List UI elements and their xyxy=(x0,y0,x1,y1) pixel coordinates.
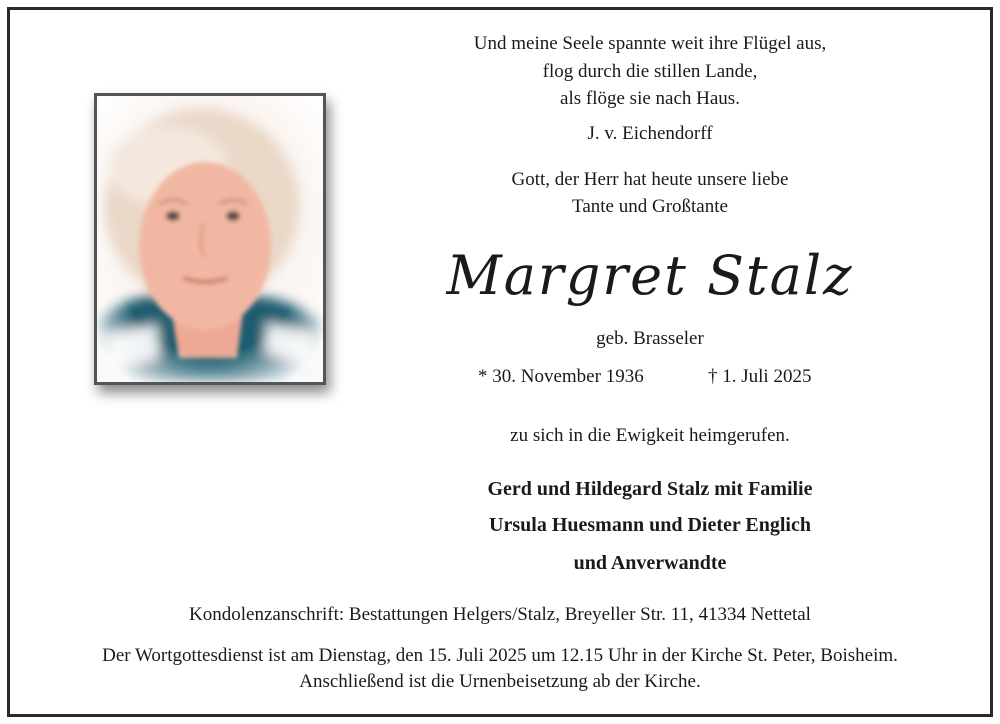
poem-line-3: als flöge sie nach Haus. xyxy=(560,88,740,109)
poem-line-2: flog durch die stillen Lande, xyxy=(542,61,758,82)
condolence-address: Kondolenzanschrift: Bestattungen Helgers/Stalz, Breyeller Str. 11, 41334 Nettetal xyxy=(189,604,811,625)
portrait-photo xyxy=(94,93,326,385)
mourners-line-3: und Anverwandte xyxy=(573,552,727,574)
intro-line-2: Tante und Großtante xyxy=(572,196,728,217)
intro-line-1: Gott, der Herr hat heute unsere liebe xyxy=(511,169,789,190)
deceased-name: Margret Stalz xyxy=(446,244,854,307)
birth-date: * 30. November 1936 xyxy=(478,366,644,387)
poem-line-1: Und meine Seele spannte weit ihre Flügel aus, xyxy=(473,33,827,54)
poem-author: J. v. Eichendorff xyxy=(587,123,713,144)
portrait-image xyxy=(97,96,323,382)
death-date: † 1. Juli 2025 xyxy=(708,366,812,387)
mourners-line-1: Gerd und Hildegard Stalz mit Familie xyxy=(487,478,813,500)
mourners-line-2: Ursula Huesmann und Dieter Englich xyxy=(489,514,811,536)
service-info-line-1: Der Wortgottesdienst ist am Dienstag, den 15. Juli 2025 um 12.15 Uhr in der Kirche St. Peter, Boisheim. xyxy=(102,645,898,666)
service-info-line-2: Anschließend ist die Urnenbeisetzung ab der Kirche. xyxy=(299,671,701,692)
life-dates xyxy=(330,366,970,390)
called-home-line: zu sich in die Ewigkeit heimgerufen. xyxy=(510,425,790,446)
maiden-name: geb. Brasseler xyxy=(596,328,704,349)
